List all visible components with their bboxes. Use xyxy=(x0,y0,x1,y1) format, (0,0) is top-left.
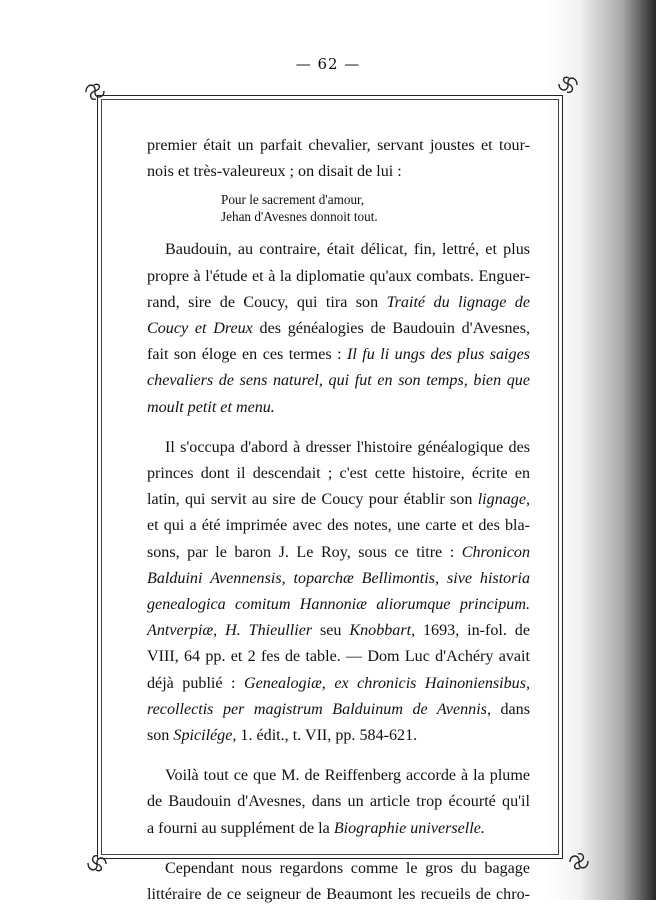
quote-line: Jehan d'Avesnes donnoit tout. xyxy=(221,209,378,225)
text-line: Antverpiæ, H. Thieullier seu Knobbart, 1693, in-fol. de xyxy=(147,622,530,640)
text-line: littéraire de ce seigneur de Beaumont les recueils de chro- xyxy=(147,886,530,904)
text-line: princes dont il descendait ; c'est cette histoire, écrite en xyxy=(147,465,530,483)
text-line: Voilà tout ce que M. de Reiffenberg accorde à la plume xyxy=(165,767,530,785)
text-line: Cependant nous regardons comme le gros du bagage xyxy=(165,859,530,877)
text-line: propre à l'étude et à la diplomatie qu'aux combats. Enguer- xyxy=(147,267,530,285)
text-line: nois et très-valeureux ; on disait de lui : xyxy=(147,163,402,181)
text-line: chevaliers de sens naturel, qui fut en son temps, bien que xyxy=(147,372,530,390)
text-line: VIII, 64 pp. et 2 fes de table. — Dom Luc d'Achéry avait xyxy=(147,648,530,666)
verse-quote xyxy=(221,191,530,225)
text-line: Il s'occupa d'abord à dresser l'histoire généalogique des xyxy=(165,438,530,456)
text-line: latin, qui servit au sire de Coucy pour établir son lignage, xyxy=(147,491,530,509)
text-line: fait son éloge en ces termes : Il fu li ungs des plus saiges xyxy=(147,346,530,364)
body-text xyxy=(147,133,530,908)
corner-ornament-icon xyxy=(84,850,110,876)
text-line: Balduini Avennensis, toparchæ Bellimontis, sive historia xyxy=(147,569,530,587)
text-line: premier était un parfait chevalier, servant joustes et tour- xyxy=(147,137,530,154)
text-line: son Spicilége, 1. édit., t. VII, pp. 584-621. xyxy=(147,727,418,745)
text-line: Coucy et Dreux des généalogies de Baudouin d'Avesnes, xyxy=(147,320,530,338)
paragraph-4 xyxy=(147,763,530,842)
paragraph-2 xyxy=(147,237,530,420)
text-line: Baudouin, au contraire, était délicat, fin, lettré, et plus xyxy=(165,241,530,259)
text-line: et qui a été imprimée avec des notes, une carte et des bla- xyxy=(147,517,530,535)
paragraph-3 xyxy=(147,435,530,749)
corner-ornament-icon xyxy=(555,72,581,98)
paragraph-1 xyxy=(147,133,530,185)
text-line: genealogica comitum Hannoniæ aliorumque principum. xyxy=(147,596,530,614)
corner-ornament-icon xyxy=(566,848,592,874)
text-line: déjà publié : Genealogiæ, ex chronicis Hainoniensibus, xyxy=(147,674,530,692)
page-number: — 62 — xyxy=(295,55,361,73)
text-line: a fourni au supplément de la Biographie universelle. xyxy=(147,819,485,837)
paragraph-5 xyxy=(147,856,530,908)
text-line: de Baudouin d'Avesnes, dans un article trop écourté qu'il xyxy=(147,793,530,811)
text-line: moult petit et menu. xyxy=(147,398,275,416)
text-line: recollectis per magistrum Balduinum de Avennis, dans xyxy=(147,700,530,718)
text-line: rand, sire de Coucy, qui tira son Traité du lignage de xyxy=(147,293,530,311)
text-line: sons, par le baron J. Le Roy, sous ce titre : Chronicon xyxy=(147,543,530,561)
corner-ornament-icon xyxy=(82,79,108,105)
quote-line: Pour le sacrement d'amour, xyxy=(221,192,365,208)
